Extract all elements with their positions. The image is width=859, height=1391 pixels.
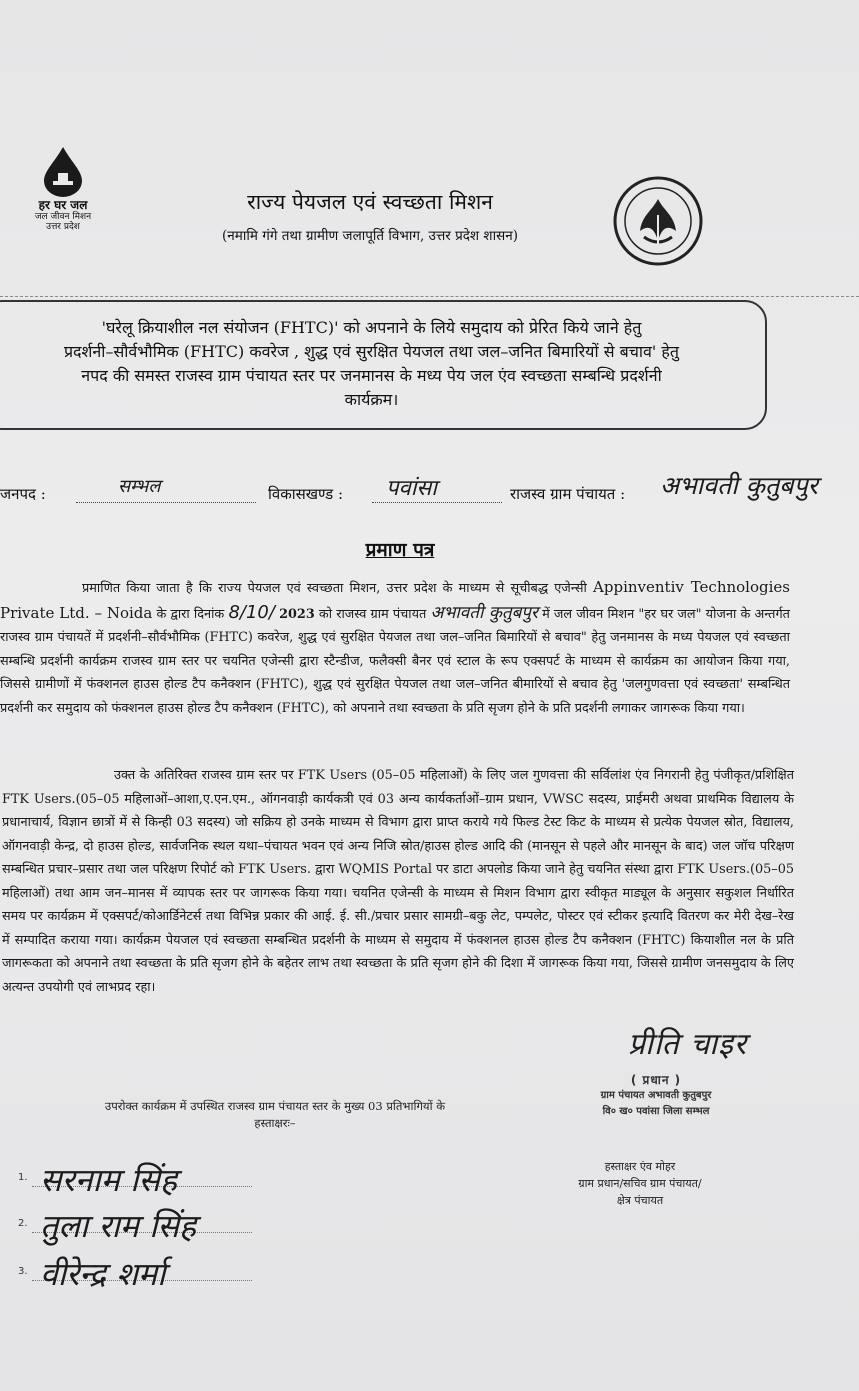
- district-field: [76, 478, 256, 503]
- participant-number: 2.: [18, 1218, 28, 1229]
- district-value: सम्भल: [118, 476, 161, 497]
- date-handwritten: 8/10/: [228, 601, 275, 623]
- location-fields: [0, 471, 859, 518]
- har-ghar-jal-logo: [18, 145, 108, 240]
- stamp-line2: ग्राम पंचायत अभावती कुतुबपुर: [600, 1090, 712, 1101]
- participant-number: 1.: [18, 1172, 28, 1183]
- dashed-divider: [0, 296, 859, 297]
- caption-line2: ग्राम प्रधान/सचिव ग्राम पंचायत/: [578, 1177, 702, 1190]
- participant-number: 3.: [18, 1266, 28, 1277]
- certificate-paragraph-2: [2, 764, 794, 999]
- gp-label: राजस्व ग्राम पंचायत :: [510, 485, 626, 503]
- gp-handwritten: अभावती कुतुबपुर: [430, 602, 538, 623]
- logo-text-line3: उत्तर प्रदेश: [46, 222, 80, 232]
- caption-line1: हस्ताक्षर एंव मोहर: [604, 1160, 676, 1173]
- participant-signature: वीरेन्द्र शर्मा: [40, 1255, 166, 1293]
- block-label: विकासखण्ड :: [268, 485, 344, 503]
- official-stamp: [556, 1072, 756, 1152]
- mission-subtitle: (नमामि गंगे तथा ग्रामीण जलापूर्ति विभाग, उत्तर प्रदेश शासन): [222, 228, 518, 244]
- p1-date-prefix: के द्वारा दिनांक: [156, 606, 225, 622]
- up-government-emblem: [612, 175, 704, 267]
- p1-body: में जल जीवन मिशन "हर घर जल" योजना के अन्तर्गत राजस्व ग्राम पंचायतें में प्रदर्शनी–सौर्वभौमिक (FHTC) कवरेज, शुद्ध एवं सुरक्षित पेयजल तथा जल–जनित बिमारियों से बचाव" हेतु जनमानस के मध्य पेयजल एवं स्वच्छता सम्बन्धि प्रदर्शनी कार्यक्रम राजस्व ग्राम स्तर पर चयनित एजेन्सी द्वारा स्टैन्डीज, फलैक्सी बैनर एवं स्टाल के रूप एक्सपर्ट के माध्यम से कार्यक्रम का आयोजन किया गया, जिससे ग्रामीणों में फंक्शनल हाउस होल्ड टैप कनैक्शन (FHTC), शुद्ध एवं सुरक्षित पेयजल तथा जल–जनित बीमारियों से बचाव हेतु 'जलगुणवत्ता एवं स्वच्छता' सम्बन्धित प्रदर्शनी कर समुदाय को फंक्शनल हाउस होल्ड टैप कनैक्शन (FHTC), को अपनाने तथा स्वच्छता के प्रति सृजग होने के प्रति प्रदर्शनी लगाकर जागरूक किया गया।: [0, 606, 790, 716]
- participants-note-line2: हस्ताक्षरः–: [254, 1116, 296, 1130]
- participants-note: [20, 1098, 530, 1132]
- program-heading-line2: प्रदर्शनी–सौर्वभौमिक (FHTC) कवरेज , शुद्ध एवं सुरक्षित पेयजल तथा जल–जनित बिमारियों से बचाव' हेतु: [63, 342, 680, 361]
- gp-value: अभावती कुतुबपुर: [660, 471, 818, 500]
- signature-caption: [540, 1158, 740, 1209]
- participant-signature: तुला राम सिंह: [40, 1207, 196, 1245]
- program-heading-line3: नपद की समस्त राजस्व ग्राम पंचायत स्तर पर जनमानस के मध्य पेय जल एंव स्वच्छता सम्बन्धि प्रदर्शनी: [81, 366, 662, 385]
- block-value: पवांसा: [386, 476, 437, 501]
- district-label: जनपद :: [0, 485, 46, 503]
- p1-intro: प्रमाणित किया जाता है कि राज्य पेयजल एवं स्वच्छता मिशन, उत्तर प्रदेश के माध्यम से सूचीबद्ध एजेन्सी: [82, 581, 587, 596]
- agency-name: Appinventiv Technologies Private Ltd. – Noida: [0, 578, 790, 622]
- program-heading-line4: कार्यक्रम।: [344, 390, 399, 409]
- program-heading-line1: 'घरेलू क्रियाशील नल संयोजन (FHTC)' को अपनाने के लिये समुदाय को प्रेरित किये जाने हेतु: [101, 318, 642, 337]
- pradhan-signature: प्रीति चाइर: [628, 1027, 748, 1062]
- stamp-line3: वि० ख० पवांसा जिला सम्भल: [602, 1106, 710, 1117]
- date-year: 2023: [279, 606, 315, 622]
- p1-date-suffix: को राजस्व ग्राम पंचायत: [318, 606, 427, 622]
- mission-title: राज्य पेयजल एवं स्वच्छता मिशन: [247, 190, 493, 214]
- water-drop-icon: [40, 145, 86, 197]
- program-heading-box: [0, 300, 767, 430]
- logo-text-line1: हर घर जल: [38, 198, 88, 212]
- stamp-line1: ( प्रधान ): [630, 1073, 682, 1087]
- participant-signature: सरनाम सिंह: [40, 1161, 177, 1199]
- p2-body: उक्त के अतिरिक्त राजस्व ग्राम स्तर पर FTK Users (05–05 महिलाओं) के लिए जल गुणवत्ता की सर्विलांश एंव निगरानी हेतु पंजीकृत/प्रशिक्षित FTK Users.(05–05 महिलाओं–आशा,ए.एन.एम., ऑगनवाड़ी कार्यकत्री एवं 03 अन्य कार्यकर्ताओं–ग्राम प्रधान, VWSC सदस्य, प्राईमरी अथवा प्राथमिक विद्यालय के प्रधानाचार्य, विज्ञान छात्रों में से किन्ही 03 सदस्य) जो सक्रिय हो उनके माध्यम से विभाग द्वारा प्राप्त कराये गये फिल्ड टेस्ट किट के माध्यम से प्रत्येक पेयजल स्रोत, विद्यालय, ऑगनवाड़ी केन्द्र, दो हाउस होल्ड, सार्वजनिक स्थल यथा–पंचायत भवन एवं अन्य निजि स्रोत/हाउस होल्ड आदि की (मानसून से पहले और मानसून के बाद) जल जॉच परिक्षण सम्बन्धित प्रचार–प्रसार तथा जल परिक्षण रिपोर्ट को FTK Users. द्वारा WQMIS Portal पर डाटा अपलोड किया जाने हेतु चयनित संस्था द्वारा FTK Users.(05–05 महिलाओं) तथा आम जन–मानस में व्यापक स्तर पर जागरूक किया गया। चयनित एजेन्सी के माध्यम से मिशन विभाग द्वारा स्वीकृत माड्यूल के अनुसार सकुशल निर्धारित समय पर कार्यक्रम में एक्सपर्ट/कोआर्डिनेटर्स तथा विभिन्न प्रकार की आई. ई. सी./प्रचार प्रसार सामग्री–बकु लेट, पम्पलेट, पोस्टर एवं स्टीकर इत्यादि वितरण कर मेरी देख–रेख में सम्पादित कराया गया। कार्यक्रम पेयजल एवं स्वच्छता सम्बन्धित प्रदर्शनी के माध्यम से समुदाय में फंक्शनल हाउस होल्ड टैप कनैक्शन (FHTC) कियाशील नल के प्रति जागरूकता को अपनाने तथा स्वच्छता के प्रति सृजग होने के बहेतर लाभ तथा स्वच्छता के प्रति सृजग होने की दिशा में जागरूक किया गया, जिससे ग्रामीण जनसमुदाय के लिए अत्यन्त उपयोगी एवं लाभप्रद रहा।: [2, 768, 794, 995]
- logo-text-line2: जल जीवन मिशन: [34, 212, 92, 222]
- emblem-icon: [612, 175, 704, 267]
- caption-line3: क्षेत्र पंचायत: [616, 1194, 664, 1207]
- certificate-title: प्रमाण पत्र: [365, 539, 435, 561]
- certificate-paragraph-1: [0, 576, 790, 720]
- participants-note-line1: उपरोक्त कार्यक्रम में उपस्थित राजस्व ग्राम पंचायत स्तर के मुख्य 03 प्रतिभागियों के: [104, 1099, 446, 1113]
